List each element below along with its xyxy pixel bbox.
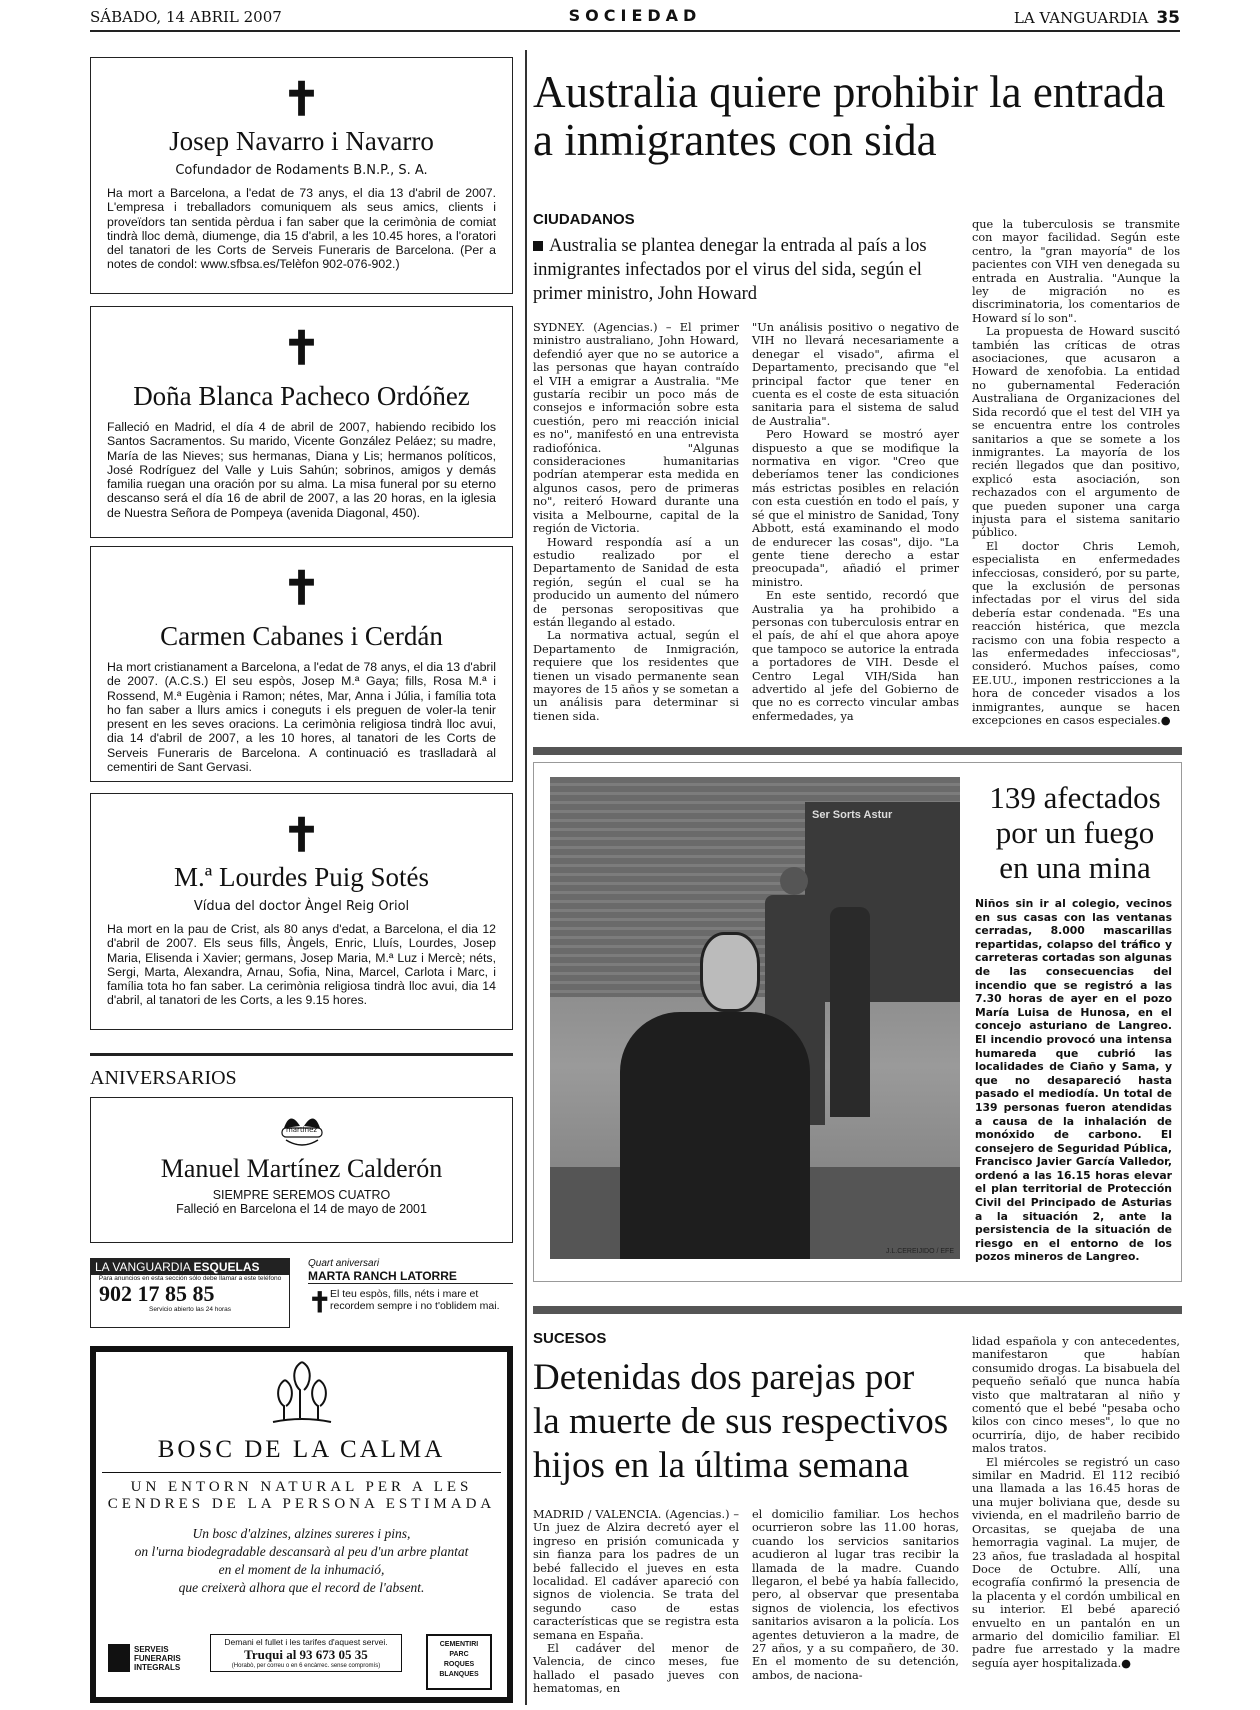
sfi-text: INTEGRALS: [134, 1662, 181, 1672]
obituary-subtitle: Cofundador de Rodaments B.N.P., S. A.: [175, 163, 428, 178]
esquelas-note: Para anuncios en esta sección sólo debe llamar a este teléfono: [98, 1275, 282, 1282]
pedestrian-head: [780, 867, 808, 895]
obituary-box: [90, 57, 513, 294]
article1-col1: [533, 321, 739, 723]
paragraph: Pero Howard se mostró ayer dispuesto a que se modifique la normativa en vigor. "Creo que deberíamos tener las condiciones más estrictas posibles en relación con esta cuestión en todo el país, y sé que el ministro de Sanidad, Tony Abbott, está examinando el modo de endurecer las cosas", dijo. "La gente tiene derecho a estar preocupada", añadió el primer ministro.: [752, 428, 959, 589]
obituary-name: Josep Navarro i Navarro: [169, 126, 434, 156]
bosc-poem: [96, 1525, 507, 1597]
paragraph: El miércoles se registró un caso similar en Madrid. El 112 recibió una llamada a las 16.45 horas de una mujer boliviana que, desde su vivienda, en el madrileño barrio de Orcasitas, se quejaba de una hemorragia vaginal. La mujer, de 23 años, fue trasladada al hospital Doce de Octubre. Allí, una ecografía confirmó la presencia de la placenta y el cordón umbilical en su interior. El bebé apareció envuelto en un pantalón en un armario del domicilio familiar. El padre fue arrestado y la madre seguía ayer hospitalizada.●: [972, 1455, 1180, 1670]
aniversario-name: Manuel Martínez Calderón: [160, 1154, 443, 1183]
esquelas-phone: 902 17 85 85: [99, 1281, 215, 1306]
cross-icon: ✝: [282, 321, 321, 375]
paragraph: El cadáver del menor de Valencia, de cinco meses, fue hallado el pasado jueves con hematomas, en: [533, 1642, 739, 1696]
sfi-text: FUNERARIS: [134, 1653, 181, 1663]
paragraph: Howard respondía así a un estudio realizado por el Departamento de Sanidad de esta región, según el cual se ha producido un aumento del número de personas seropositivas que están llegando al estado.: [533, 535, 739, 629]
headline-line: en una mina: [999, 850, 1151, 885]
obituary-name: Carmen Cabanes i Cerdán: [160, 621, 443, 651]
cross-icon: ✝: [282, 808, 321, 862]
obituary-name: Doña Blanca Pacheco Ordóñez: [133, 381, 470, 411]
section-bar: [533, 1306, 1182, 1314]
bosc-hours: (Horabò, per correu o en 6 encàrrec. sense compromís): [231, 1663, 381, 1669]
esquelas-banner: [91, 1259, 289, 1275]
paragraph: SYDNEY. (Agencias.) – El primer ministro australiano, John Howard, defendió ayer que no se autorice a las personas que hayan contraído el VIH a emigrar a Australia. "Me gustaría recibir un poco más de consejos e información sobre esta cuestión, pero mi reacción inicial es no", manifestó en una entrevista radiofónica. "Algunas consideraciones humanitarias podrían atemperar esta medida en algunos casos, pero de primeras no", reiteró Howard durante una visita a Melbourne, capital de la región de Victoria.: [533, 321, 739, 536]
cross-icon: ✝: [308, 1286, 332, 1319]
article1-kicker: CIUDADANOS: [533, 211, 635, 228]
photo-headline: [975, 780, 1175, 885]
quart-aniversari: [308, 1258, 513, 1328]
news-photo: [550, 777, 960, 1259]
martinez-logo: [107, 1106, 496, 1134]
obituary-box: [90, 793, 513, 1030]
paragraph: lidad española y con antecedentes, manifestaron que habían consumido drogas. La bisabuela del pequeño señaló que nunca había visto que maltrataran al niño y comentó que el bebé "pesaba ocho kilos con cinco meses", lo que no ocurriría, dijo, de haber recibido malos tratos.: [972, 1335, 1180, 1456]
header-date: SÁBADO, 14 ABRIL 2007: [90, 8, 282, 26]
sfi-text: SERVEIS: [134, 1644, 169, 1654]
esquelas-ad: [90, 1258, 290, 1328]
paragraph: La normativa actual, según el Departamento de Inmigración, requiere que los residentes que tienen un visado permanente sean mayores de 15 años y se sometan a un análisis para determinar si tienen sida.: [533, 629, 739, 723]
paragraph: MADRID / VALENCIA. (Agencias.) – Un juez de Alzira decretó ayer el ingreso en prisión comunicada y sin fianza para los padres de un bebé fallecido el jueves en esta localidad. El cadáver apareció con signos de violencia. Se trata del segundo caso de estas características que se registra esta semana en España.: [533, 1508, 739, 1642]
aniversario-line2: Falleció en Barcelona el 14 de mayo de 2001: [176, 1202, 427, 1216]
lead-text: Australia se plantea denegar la entrada al país a los inmigrantes infectados por el virus del sida, según el primer ministro, John Howard: [533, 236, 927, 304]
obituary-box: [90, 546, 513, 782]
header-section: SOCIEDAD: [568, 6, 702, 25]
square-bullet-icon: [533, 241, 543, 251]
cementiri-logo: [426, 1634, 492, 1690]
article2-headline: [533, 1356, 963, 1488]
aniversarios-heading: ANIVERSARIOS: [90, 1067, 237, 1089]
column-separator: [525, 50, 527, 1705]
pedestrian-2: [830, 907, 870, 1117]
sfi-logo: [108, 1644, 208, 1672]
obituary-text: Ha mort a Barcelona, a l'edat de 73 anys, el dia 13 d'abril de 2007. L'empresa i treballadors comuniquem als seus amics, clients i proveïdors tan sentida pèrdua i fan saber que la cerimònia de comiat tindrà lloc demà, diumenge, dia 15 d'abril, a les 10.45 hores, a l'oratori del tanatori de les Corts de Serveis Funeraris de Barcelona. (Per a notes de condol: www.sfbsa.es/Telèfon 902-076-902.): [107, 186, 496, 272]
esquelas-label: ESQUELAS: [193, 1260, 260, 1274]
esquelas-brand: LA VANGUARDIA: [95, 1260, 191, 1274]
headline-line: hijos en la última semana: [533, 1445, 910, 1486]
obituary-text: Ha mort en la pau de Crist, als 80 anys d'edat, a Barcelona, el dia 12 d'abril de 2007. Els seus fills, Àngels, Enric, Lluís, Lourdes, Josep Maria, Elisenda i Xavier; germans, Josep Maria, M.ª Luz i Mercè; néts, Sergi, Marta, Alexandra, Arnau, Sofia, Nina, Marcel, Carlota i Marc, i família tota ho fan saber. La cerimònia religiosa tindrà lloc avui, dia 14 d'abril, al tanatori de les Corts, a les 9.15 hores.: [107, 922, 496, 1008]
article1-col2: [752, 321, 959, 723]
page-header: [90, 6, 1180, 32]
article2-col3: [972, 1335, 1180, 1670]
photo-body: Niños sin ir al colegio, vecinos en sus casas con las ventanas cerradas, 8.000 mascarillas repartidas, colapso del tráfico y carreteras cortadas son algunas de las consecuencias del incendio que se registró a las 7.30 horas de ayer en el pozo María Luisa de Hunosa, en el concejo asturiano de Langreo. El incendio provocó una intensa humareda que cubrió las localidades de Ciaño y Sama, y que no desapareció hasta pasado el mediodía. Un total de 139 personas fueron atendidas a causa de la inhalación de monóxido de carbono. El consejero de Seguridad Pública, Francisco Javier García Valledor, ordenó a las 16.15 horas elevar el plan territorial de Protección Civil del Principado de Asturias a la situación 2, ante la persistencia de la situación de riesgo en el entorno de los pozos mineros de Langreo.: [975, 897, 1172, 1264]
cem-text: BLANQUES: [439, 1671, 479, 1678]
quart-label: Quart aniversari: [308, 1258, 380, 1269]
article2-kicker: SUCESOS: [533, 1330, 607, 1347]
obituary-text: Falleció en Madrid, el día 4 de abril de 2007, habiendo recibido los Santos Sacramentos. Su marido, Vicente González Peláez; su madre, María de las Nieves; sus hermanas, Diana y Lis; hermanos políticos, José Rodríguez del Valle y Luis Sahún; sobrinos, amigos y demás familia ruegan una oración por su alma. La misa funeral por su eterno descanso será el día 16 de abril de 2007, a las 20 horas, en la iglesia de Nuestra Señora de Pompeya (avenida Diagonal, 450).: [107, 420, 496, 520]
article1-headline: Australia quiere prohibir la entrada a inmigrantes con sida: [533, 67, 1166, 165]
gas-mask: [700, 932, 760, 1012]
paragraph: "Un análisis positivo o negativo de VIH no llevará necesariamente a denegar el visado", afirma el Departamento, precisando que "el principal factor que tener en cuenta es el coste de esta situación sanitaria para el sistema de salud de Australia".: [752, 321, 959, 428]
headline-line: por un fuego: [995, 815, 1155, 850]
logo-text: martinez: [285, 1126, 318, 1134]
poem-line: on l'urna biodegradable descansarà al peu d'un arbre plantat: [134, 1544, 469, 1559]
paragraph: La propuesta de Howard suscitó también las críticas de otras asociaciones, que acusaron a Howard de xenofobia. La entidad no gubernamental Federación Australiana de Organizaciones del Sida recordó que el test del VIH ya se encuentra entre los controles sanitarios a que se somete a los inmigrantes. La mayoría de los recién llegados que dan positivo, explicó esta asociación, son rechazados con el argumento de que pueden suponer una carga injusta para el sistema sanitario público.: [972, 325, 1180, 540]
shop-sign: Ser Sorts Astur: [812, 809, 893, 821]
aniversario-line1: SIEMPRE SEREMOS CUATRO: [212, 1188, 391, 1202]
bosc-line1: UN ENTORN NATURAL PER A LES: [130, 1479, 473, 1495]
bosc-line2: CENDRES DE LA PERSONA ESTIMADA: [107, 1496, 496, 1512]
bosc-ask: Demani el fullet i les tarifes d'aquest servei.: [224, 1637, 388, 1647]
poem-line: que creixerà alhora que el record de l'absent.: [178, 1580, 425, 1595]
cem-text: PARC: [449, 1651, 469, 1658]
esquelas-hours: Servicio abierto las 24 horas: [148, 1306, 231, 1313]
article1-lead: [533, 234, 953, 306]
obituary-name: M.ª Lourdes Puig Sotés: [174, 862, 429, 892]
header-paper: [1014, 8, 1180, 28]
headline-line: la muerte de sus respectivos: [533, 1401, 949, 1442]
paragraph: el domicilio familiar. Los hechos ocurrieron sobre las 11.00 horas, cuando los servicios sanitarios acudieron al lugar tras recibir la llamada de la madre. Cuando llegaron, el bebé ya había fallecido, pero, al observar que presentaba signos de violencia, los efectivos sanitarios avisaron a la policía. Los agentes detuvieron a la madre, de 27 años, y a su compañero, de 30. En el momento de su detención, ambos, de naciona-: [752, 1508, 959, 1682]
cem-text: ROQUES: [443, 1661, 475, 1668]
cross-icon: ✝: [282, 72, 321, 126]
article2-col2: [752, 1508, 959, 1682]
article2-col1: [533, 1508, 739, 1696]
aniversario-box: [90, 1097, 513, 1243]
headline-line: 139 afectados: [989, 780, 1161, 815]
bosc-contact: [210, 1634, 402, 1672]
bosc-title: BOSC DE LA CALMA: [157, 1436, 446, 1463]
paper-name: LA VANGUARDIA: [1013, 9, 1149, 27]
obituary-box: [90, 306, 513, 538]
paragraph: El doctor Chris Lemoh, especialista en enfermedades infecciosas, consideró, por su parte, que la exclusión de personas infectadas por el virus del sida debería estar condenada. "Es una reacción histérica, que mezcla racismo con una fobia respecto a las enfermedades infecciosas", consideró. Muchos países, como EE.UU., imponen restricciones a la hora de conceder visados a los inmigrantes, aunque se hacen excepciones en casos especiales.●: [972, 539, 1180, 728]
bosc-ad: [90, 1346, 513, 1703]
trees-logo: [96, 1358, 507, 1434]
quart-name: MARTA RANCH LATORRE: [308, 1269, 513, 1284]
article1-col3: [972, 218, 1180, 727]
section-bar: [533, 747, 1182, 755]
shop-window: [805, 802, 960, 1002]
paragraph: En este sentido, recordó que Australia ya ha prohibido a personas con tuberculosis entrar en el país, de ahí el que ahora apoye que tampoco se autorice la entrada a portadores de VIH. Desde el Centro Legal VIH/Sida han advertido al jefe del Gobierno de que no es correcto vincular ambas enfermedades, ya: [752, 589, 959, 723]
photo-credit: J.L.CEREIJIDO / EFE: [885, 1248, 954, 1255]
bosc-call: Truqui al 93 673 05 35: [244, 1647, 368, 1662]
poem-line: en el moment de la inhumació,: [218, 1562, 385, 1577]
man-in-mask: [620, 1012, 810, 1259]
paragraph: que la tuberculosis se transmite con mayor facilidad. Según este centro, la "gran mayoría" de los pacientes con VIH ven denegada su entrada en Australia. "Aunque la ley de migración no es discriminatoria, los comentarios de Howard sí lo son".: [972, 218, 1180, 325]
poem-line: Un bosc d'alzines, alzines sureres i pins,: [192, 1526, 411, 1541]
section-rule: [90, 1053, 513, 1056]
page-number: 35: [1156, 8, 1180, 28]
headline-line: Detenidas dos parejas por: [533, 1357, 915, 1398]
quart-text: El teu espòs, fills, néts i mare et recordem sempre i no t'oblidem mai.: [330, 1288, 500, 1312]
obituary-subtitle: Vídua del doctor Àngel Reig Oriol: [193, 899, 410, 914]
cem-text: CEMENTIRI: [439, 1641, 479, 1648]
obituary-text: Ha mort cristianament a Barcelona, a l'edat de 78 anys, el dia 13 d'abril de 2007. (A.C.S.) El seu espòs, Josep M.ª Gaya; fills, Rosa M.ª i Rossend, M.ª Eugènia i Ramon; nétes, Mar, Anna i Júlia, i família tota ho fan saber a llurs amics i coneguts i els preguen de voler-la tenir present en les seves oracions. La cerimònia religiosa tindrà lloc avui, dia 14 d'abril de 2007, a les 10 hores, al tanatori de les Corts de Serveis Funeraris de Barcelona. A continuació es traslladarà al cementiri de Sant Gervasi.: [107, 660, 496, 775]
cross-icon: ✝: [282, 561, 321, 615]
